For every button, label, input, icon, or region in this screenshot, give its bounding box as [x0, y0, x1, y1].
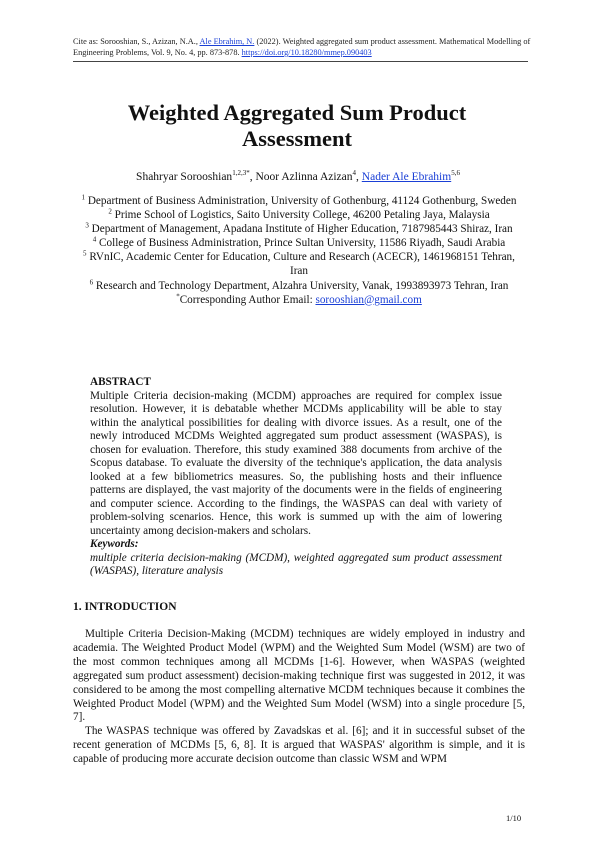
author-separator: , — [356, 171, 362, 183]
author-separator: , — [249, 171, 256, 183]
abstract-heading: ABSTRACT — [90, 376, 151, 388]
header-divider — [73, 61, 528, 62]
corresponding-label: Corresponding Author Email: — [179, 293, 316, 306]
affiliation-number: 6 — [89, 277, 94, 286]
abstract-block — [90, 376, 502, 579]
affiliation-number: 5 — [83, 249, 87, 258]
citation-middle: (2022). Weighted aggregated sum product assessment. Mathematical Modelling of Engineering Problems, Vol. 9, No. 4, pp. 873-878. — [73, 37, 531, 57]
affiliation-number: 1 — [81, 193, 86, 202]
introduction-body — [73, 628, 525, 767]
citation-header — [73, 36, 533, 58]
keywords-heading: Keywords: — [90, 538, 139, 550]
affiliation-5 — [76, 250, 522, 278]
author-1: Shahryar Sorooshian — [136, 171, 233, 183]
paragraph: Multiple Criteria Decision-Making (MCDM) techniques are widely employed in industry and academia. The Weighted Product Model (WPM) and the Weighted Sum Model (WSM) are two of the most common techniques among all MCDMs [1-6]. However, when WASPAS (weighted aggregated sum product assessment) decision-making technique first was suggested in 2012, it was considered to be among the most compelling alternative MCDM techniques because it combines the Weighted Product Model (WPM) and the Weighted Sum Model (WSM) into a single procedure [5, 7]. — [73, 628, 525, 724]
author-link[interactable]: Ale Ebrahim, N. — [199, 37, 255, 46]
citation-prefix: Cite as: Sorooshian, S., Azizan, N.A., — [73, 37, 200, 46]
affiliations — [76, 194, 522, 307]
author-1-affil: 1,2,3* — [232, 169, 250, 178]
section-heading: 1. INTRODUCTION — [73, 601, 177, 613]
author-2: Noor Azlinna Azizan — [255, 171, 353, 183]
affiliation-number: 3 — [85, 221, 89, 230]
affiliation-text: Department of Business Administration, University of Gothenburg, 41124 Gothenburg, Sweden — [85, 195, 517, 207]
page-number: 1/10 — [506, 813, 522, 823]
affiliation-4 — [76, 236, 522, 250]
affiliation-text: Prime School of Logistics, Saito University College, 46200 Petaling Jaya, Malaysia — [111, 209, 490, 222]
paper-title: Weighted Aggregated Sum Product Assessment — [127, 100, 467, 151]
keywords-text: multiple criteria decision-making (MCDM), weighted aggregated sum product assessment (WASPAS), literature analysis — [90, 551, 502, 577]
corresponding-mark: * — [176, 291, 180, 300]
affiliation-number: 2 — [108, 207, 112, 216]
affiliation-text: Department of Management, Apadana Institute of Higher Education, 7187985443 Shiraz, Iran — [88, 223, 513, 236]
affiliation-1 — [76, 194, 522, 208]
affiliation-2 — [76, 208, 522, 222]
author-3-link[interactable]: Nader Ale Ebrahim — [361, 171, 452, 183]
author-2-affil: 4 — [352, 169, 357, 178]
author-list — [73, 170, 523, 184]
paragraph: The WASPAS technique was offered by Zavadskas et al. [6]; and it in successful subset of the recent generation of MCDMs [5, 6, 8]. It is argued that WASPAS' algorithm is simple, and it is capable of producing more accurate decision outcome than classic WSM and WPM — [73, 725, 525, 766]
affiliation-number: 4 — [92, 235, 97, 244]
affiliation-text: RVnIC, Academic Center for Education, Culture and Research (ACECR), 1461968151 Tehran, Iran — [86, 251, 515, 278]
affiliation-text: College of Business Administration, Prince Sultan University, 11586 Riyadh, Saudi Arabia — [96, 237, 506, 250]
affiliation-6 — [76, 279, 522, 293]
affiliation-3 — [76, 222, 522, 236]
abstract-text: Multiple Criteria decision-making (MCDM) approaches are required for complex issue resolution. However, it is debatable whether MCDMs applicability will be able to stay within the analytical possibilities for dealing with divorce issues. As a result, one of the newly introduced MCDMs Weighted aggregated sum product assessment (WASPAS), is chosen for evaluation. Therefore, this study examined 388 documents from archive of the Scopus database. To evaluate the diversity of the technique's application, the data analysis looked at a few bibliometrics measures. So, the publishing hosts and their influence patterns are displayed, the vast majority of the documents were in the fields of engineering and computer science. According to the findings, the WASPAS can deal with variety of problem-solving scenarios. Hence, this work is summed up with the aim of lowering uncertainty among decision-makers and scholars. — [90, 389, 502, 537]
email-link[interactable]: sorooshian@gmail.com — [315, 293, 422, 306]
corresponding-author — [76, 293, 522, 307]
author-3-affil: 5,6 — [451, 169, 460, 178]
affiliation-text: Research and Technology Department, Alzahra University, Vanak, 1993893973 Tehran, Iran — [93, 279, 509, 292]
doi-link[interactable]: https://doi.org/10.18280/mmep.090403 — [241, 48, 372, 57]
